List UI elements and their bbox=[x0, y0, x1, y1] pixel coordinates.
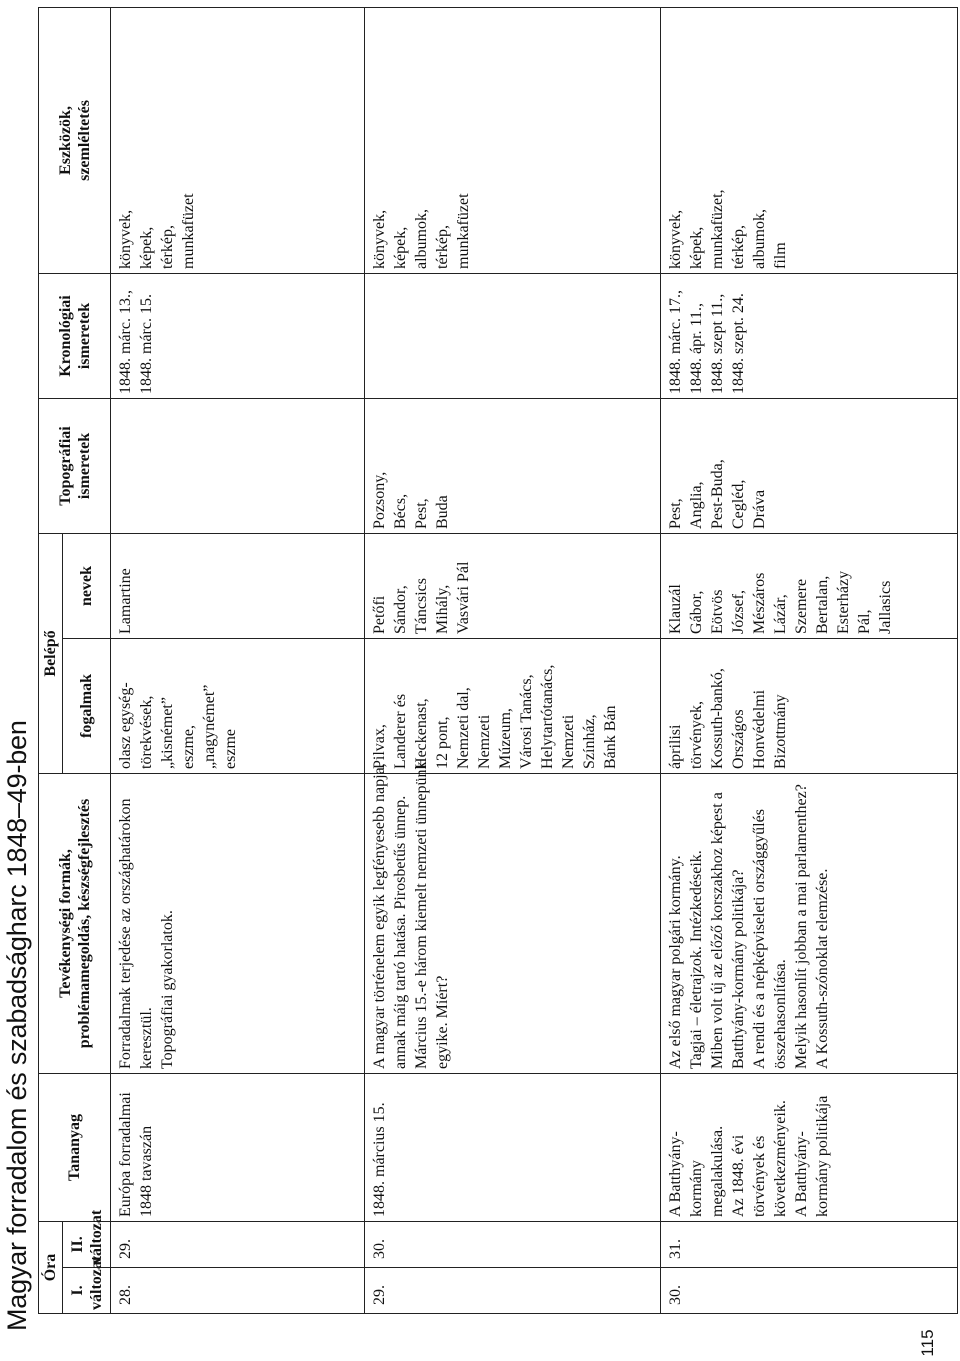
header-ora: Óra bbox=[39, 1221, 63, 1313]
cell-tevekenyseg bbox=[661, 773, 958, 1073]
header-text: Kronológiai bbox=[56, 295, 74, 377]
cell-line: József, bbox=[730, 590, 747, 634]
cell-i: 30. bbox=[661, 1268, 958, 1314]
cell-line: albumok, bbox=[413, 208, 430, 269]
cell-ii: 30. bbox=[365, 1221, 661, 1267]
cell-line: Landerer és bbox=[392, 693, 409, 769]
cell-line: Miben volt új az előző korszakhoz képest a bbox=[709, 792, 726, 1069]
cell-line: 1848. március 15. bbox=[371, 1102, 388, 1217]
cell-tevekenyseg bbox=[365, 761, 661, 1073]
cell-line: film bbox=[772, 242, 789, 269]
cell-line: Bécs, bbox=[392, 493, 409, 529]
cell-line: A Batthyány- bbox=[793, 1131, 810, 1217]
cell-line: Mihály, bbox=[434, 584, 451, 634]
cell-line: kormány politikája bbox=[814, 1095, 831, 1217]
cell-line: Szemere bbox=[793, 578, 810, 634]
cell-line: olasz egység- bbox=[117, 682, 134, 769]
header-tevekenyseg bbox=[39, 773, 111, 1073]
table-row bbox=[365, 7, 661, 1313]
cell-eszkozok bbox=[661, 7, 958, 273]
cell-line: Bertalan, bbox=[814, 575, 831, 634]
header-ora-i bbox=[63, 1255, 111, 1314]
cell-line: Jallasics bbox=[877, 580, 894, 634]
cell-kronologiai bbox=[365, 273, 661, 398]
header-text: ismeretek bbox=[75, 302, 93, 370]
cell-line: 1848. márc. 15. bbox=[138, 294, 155, 394]
cell-topografiai bbox=[111, 398, 365, 533]
cell-line: 1848. szept 11., bbox=[709, 293, 726, 394]
cell-nevek bbox=[661, 533, 958, 638]
cell-line: törekvések, bbox=[138, 695, 155, 769]
cell-line: Lázár, bbox=[772, 594, 789, 634]
header-fogalmak: fogalmak bbox=[63, 638, 111, 773]
cell-line: Bánk Bán bbox=[602, 705, 619, 769]
cell-line: annak máig tartó hatása. Pirosbetűs ünnep. bbox=[392, 795, 409, 1069]
cell-line: Március 15.-e három kiemelt nemzeti ünnepünk bbox=[413, 761, 430, 1069]
cell-line: képek, bbox=[138, 226, 155, 269]
header-ora-ii bbox=[63, 1209, 111, 1267]
cell-line: Mészáros bbox=[751, 572, 768, 634]
header-tananyag: Tananyag bbox=[39, 1073, 111, 1221]
cell-line: Buda bbox=[434, 495, 451, 529]
cell-line: „nagynémet” bbox=[201, 684, 218, 769]
cell-line: Anglia, bbox=[688, 481, 705, 529]
cell-line: összehasonlítása. bbox=[772, 959, 789, 1069]
cell-line: képek, bbox=[392, 226, 409, 269]
cell-line: A rendi és a népképviseleti országgyűlés bbox=[751, 809, 768, 1069]
header-belepo: Belépő bbox=[39, 533, 63, 773]
cell-line: Tagjai – életrajzok. Intézkedéseik. bbox=[688, 850, 705, 1069]
cell-line: Eötvös bbox=[709, 589, 726, 634]
header-text: Topográfiai bbox=[56, 426, 74, 506]
cell-line: könyvek, bbox=[117, 209, 134, 269]
cell-line: munkafüzet bbox=[455, 193, 472, 269]
cell-line: Batthyány-kormány politikája? bbox=[730, 869, 747, 1069]
cell-line: munkafüzet, bbox=[709, 189, 726, 269]
cell-ii: 31. bbox=[661, 1221, 958, 1267]
page-title: Magyar forradalom és szabadságharc 1848–49-ben bbox=[2, 720, 32, 1331]
cell-line: Európa forradalmai bbox=[117, 1092, 134, 1217]
cell-nevek bbox=[365, 533, 661, 638]
cell-line: 1848. márc. 17., bbox=[667, 290, 684, 394]
cell-line: Pál, bbox=[856, 609, 873, 634]
cell-tananyag bbox=[111, 1073, 365, 1221]
table-row bbox=[111, 7, 365, 1313]
cell-line: törvények, bbox=[688, 701, 705, 769]
cell-fogalmak bbox=[661, 638, 958, 773]
cell-line: 12 pont, bbox=[434, 716, 451, 769]
cell-i: 28. bbox=[111, 1268, 365, 1314]
header-text: változat bbox=[87, 1255, 105, 1310]
header-text: változat bbox=[87, 1209, 105, 1264]
cell-line: Dráva bbox=[751, 489, 768, 529]
table-row bbox=[661, 7, 958, 1313]
cell-line: térkép, bbox=[730, 225, 747, 269]
cell-line: Országos bbox=[730, 709, 747, 769]
header-text: szemléltetés bbox=[75, 100, 93, 181]
cell-i: 29. bbox=[365, 1268, 661, 1314]
cell-line: egyike. Miért? bbox=[434, 975, 451, 1069]
cell-line: Pest, bbox=[413, 498, 430, 529]
cell-line: Múzeum, bbox=[497, 708, 514, 769]
cell-line: keresztül. bbox=[138, 1007, 155, 1069]
cell-line: Helytartótanács, bbox=[539, 664, 556, 769]
cell-kronologiai bbox=[661, 273, 958, 398]
page-number: 115 bbox=[918, 1329, 937, 1357]
cell-line: Klauzál bbox=[667, 584, 684, 634]
cell-line: eszme, bbox=[180, 725, 197, 769]
cell-fogalmak bbox=[365, 638, 661, 773]
cell-line: Petőfi bbox=[371, 595, 388, 634]
cell-line: Gábor, bbox=[688, 590, 705, 634]
cell-line: könyvek, bbox=[371, 209, 388, 269]
cell-line: munkafüzet bbox=[180, 193, 197, 269]
cell-line: Esterházy bbox=[835, 570, 852, 634]
cell-ii: 29. bbox=[111, 1221, 365, 1267]
cell-line: albumok, bbox=[751, 208, 768, 269]
cell-line: Nemzeti dal, bbox=[455, 687, 472, 769]
header-text: I. bbox=[68, 1285, 86, 1296]
cell-tananyag bbox=[661, 1073, 958, 1221]
cell-line: törvények és bbox=[751, 1135, 768, 1217]
cell-line: áprilisi bbox=[667, 724, 684, 769]
cell-line: térkép, bbox=[434, 225, 451, 269]
cell-line: 1848. szept. 24. bbox=[730, 293, 747, 394]
cell-line: eszme bbox=[222, 729, 239, 769]
cell-line: 1848. ápr. 11., bbox=[688, 303, 705, 394]
cell-line: Az 1848. évi bbox=[730, 1134, 747, 1217]
cell-kronologiai bbox=[111, 273, 365, 398]
cell-topografiai bbox=[365, 398, 661, 533]
cell-line: Nemzeti bbox=[560, 714, 577, 769]
cell-line: térkép, bbox=[159, 225, 176, 269]
cell-line: könyvek, bbox=[667, 209, 684, 269]
cell-line: Melyik hasonlít jobban a mai parlamenthez? bbox=[793, 784, 810, 1069]
header-text: Eszközök, bbox=[56, 106, 74, 175]
cell-tananyag bbox=[365, 1073, 661, 1221]
cell-line: következményeik. bbox=[772, 1100, 789, 1217]
cell-line: képek, bbox=[688, 226, 705, 269]
cell-line: Színház, bbox=[581, 714, 598, 769]
cell-line: Pozsony, bbox=[371, 471, 388, 529]
cell-eszkozok bbox=[111, 7, 365, 273]
cell-line: „kisnémet” bbox=[159, 697, 176, 769]
table-body bbox=[111, 7, 958, 1313]
cell-eszkozok bbox=[365, 7, 661, 273]
cell-line: Bizottmány bbox=[772, 694, 789, 769]
cell-nevek bbox=[111, 533, 365, 638]
header-kronologiai bbox=[39, 273, 111, 398]
header-eszkozok bbox=[39, 7, 111, 273]
header-nevek: nevek bbox=[63, 533, 111, 638]
cell-line: Városi Tanács, bbox=[518, 674, 535, 769]
cell-line: A Batthyány- bbox=[667, 1131, 684, 1217]
cell-line: Kossuth-bankó, bbox=[709, 668, 726, 769]
cell-line: megalakulása. bbox=[709, 1125, 726, 1217]
cell-line: kormány bbox=[688, 1160, 705, 1217]
header-topografiai bbox=[39, 398, 111, 533]
cell-line: Az első magyar polgári kormány. bbox=[667, 855, 684, 1069]
cell-line: Pest-Buda, bbox=[709, 459, 726, 529]
cell-line: Cegléd, bbox=[730, 479, 747, 529]
cell-line: Vasvári Pál bbox=[455, 561, 472, 634]
cell-line: 1848. márc. 13., bbox=[117, 290, 134, 394]
cell-line: Táncsics bbox=[413, 578, 430, 634]
cell-line: Heckenast, bbox=[413, 698, 430, 769]
cell-tevekenyseg bbox=[111, 773, 365, 1073]
lesson-plan-table bbox=[38, 7, 958, 1314]
header-text: II. bbox=[68, 1236, 86, 1253]
cell-line: Lamartine bbox=[117, 568, 134, 634]
cell-topografiai bbox=[661, 398, 958, 533]
cell-line: Sándor, bbox=[392, 585, 409, 634]
header-text: ismeretek bbox=[75, 432, 93, 500]
header-text: Tevékenységi formák, bbox=[56, 849, 74, 998]
cell-fogalmak bbox=[111, 638, 365, 773]
cell-line: Pest, bbox=[667, 498, 684, 529]
cell-line: Pilvax, bbox=[371, 724, 388, 769]
cell-line: A magyar történelem egyik legfényesebb napja, bbox=[371, 763, 388, 1069]
cell-line: Honvédelmi bbox=[751, 689, 768, 769]
cell-line: Topográfiai gyakorlatok. bbox=[159, 910, 176, 1069]
cell-line: Forradalmak terjedése az országhatárokon bbox=[117, 798, 134, 1069]
cell-line: Nemzeti bbox=[476, 714, 493, 769]
cell-line: 1848 tavaszán bbox=[138, 1125, 155, 1217]
cell-line: A Kossuth-szónoklat elemzése. bbox=[814, 868, 831, 1069]
header-text: problémamegoldás, készségfejlesztés bbox=[75, 798, 93, 1049]
